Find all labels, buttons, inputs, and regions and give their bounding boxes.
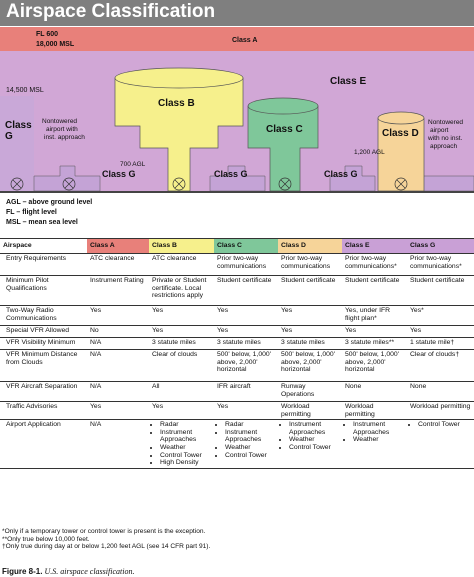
table-cell: Yes xyxy=(149,402,214,420)
page-title: Airspace Classification xyxy=(6,1,216,22)
table-cell: 500' below, 1,000' above, 2,000' horizontal xyxy=(278,350,342,382)
header-class-d: Class D xyxy=(278,239,342,254)
nontowered-right-label: Nontowered airport with no inst. approach xyxy=(428,119,464,150)
class-d-shape xyxy=(378,112,424,191)
table-cell xyxy=(214,420,278,469)
row-label: Entry Requirements xyxy=(0,254,87,276)
table-cell: 3 statute miles xyxy=(214,338,278,350)
table-cell: Clear of clouds xyxy=(149,350,214,382)
cell-list-item: • Instrument Approaches xyxy=(225,429,275,444)
row-label: Traffic Advisories xyxy=(0,402,87,420)
table-cell xyxy=(342,420,407,469)
table-cell xyxy=(278,420,342,469)
table-cell: N/A xyxy=(87,338,149,350)
row-label: Special VFR Allowed xyxy=(0,326,87,338)
msl18000-label: 18,000 MSL xyxy=(36,41,75,48)
table-cell: Workload permitting xyxy=(342,402,407,420)
header-class-b: Class B xyxy=(149,239,214,254)
row-label: Airport Application xyxy=(0,420,87,469)
cell-list-item: • Weather xyxy=(353,436,404,444)
class-c-label: Class C xyxy=(266,124,303,135)
agl700-label: 700 AGL xyxy=(120,161,146,168)
table-cell: 500' below, 1,000' above, 2,000' horizontal xyxy=(214,350,278,382)
table-row xyxy=(0,420,474,469)
header-class-e: Class E xyxy=(342,239,407,254)
table-cell: 3 statute miles xyxy=(278,338,342,350)
cell-list xyxy=(152,421,211,467)
table-cell: Yes xyxy=(214,326,278,338)
table-cell: Yes* xyxy=(407,306,474,326)
airspace-table xyxy=(0,238,474,469)
footnote: †Only true during day at or below 1,200 feet AGL (see 14 CFR part 91). xyxy=(2,543,211,551)
table-cell: Prior two-way communications xyxy=(214,254,278,276)
row-label: VFR Aircraft Separation xyxy=(0,382,87,402)
table-cell: Workload permitting xyxy=(407,402,474,420)
table-cell: Student certificate xyxy=(407,276,474,306)
cell-list-item: • Radar xyxy=(225,421,275,429)
nontowered-left-label: Nontowered airport with inst. approach xyxy=(42,118,85,141)
table-cell: 1 statute mile† xyxy=(407,338,474,350)
title-bar xyxy=(0,0,474,26)
cell-list-item: • Instrument Approaches xyxy=(289,421,339,436)
table-cell: No xyxy=(87,326,149,338)
class-g-strip-3-label: Class G xyxy=(324,169,358,179)
cell-list-item: • Weather xyxy=(160,444,211,452)
table-cell: Yes xyxy=(214,402,278,420)
table-cell: 3 statute miles** xyxy=(342,338,407,350)
class-g-left-label-2: G xyxy=(5,131,13,142)
row-label: VFR Minimum Distance from Clouds xyxy=(0,350,87,382)
table-cell: Private or Student certificate. Local restrictions apply xyxy=(149,276,214,306)
table-cell: N/A xyxy=(87,382,149,402)
table-cell: Runway Operations xyxy=(278,382,342,402)
class-c-top xyxy=(248,98,318,114)
class-d-label: Class D xyxy=(382,128,419,139)
table-cell: All xyxy=(149,382,214,402)
table-cell: Workload permitting xyxy=(278,402,342,420)
table-cell: Yes xyxy=(407,326,474,338)
table-row xyxy=(0,306,474,326)
table-cell: N/A xyxy=(87,350,149,382)
class-d-top xyxy=(378,112,424,124)
footnotes xyxy=(2,528,210,551)
table-cell xyxy=(149,420,214,469)
table-cell: Yes xyxy=(87,402,149,420)
table-cell: ATC clearance xyxy=(149,254,214,276)
class-b-label: Class B xyxy=(158,98,195,109)
cell-list-item: • Control Tower xyxy=(225,452,275,460)
table-cell: Yes xyxy=(87,306,149,326)
row-label: Minimum Pilot Qualifications xyxy=(0,276,87,306)
figure-caption xyxy=(2,567,134,576)
cell-list-item: • Control Tower xyxy=(418,421,471,429)
table-row xyxy=(0,350,474,382)
cell-list xyxy=(345,421,404,444)
table-cell: Yes xyxy=(278,306,342,326)
table-cell: Yes xyxy=(149,306,214,326)
row-label: VFR Visibility Minimum xyxy=(0,338,87,350)
table-cell: Yes xyxy=(278,326,342,338)
cell-list-item: • Radar xyxy=(160,421,211,429)
footnote: **Only true below 10,000 feet. xyxy=(2,535,90,543)
table-cell: Instrument Rating xyxy=(87,276,149,306)
table-cell: N/A xyxy=(87,420,149,469)
table-cell: Student certificate xyxy=(278,276,342,306)
cell-list-item: • Instrument Approaches xyxy=(160,429,211,444)
agl1200-label: 1,200 AGL xyxy=(354,149,385,156)
row-label: Two-Way Radio Communications xyxy=(0,306,87,326)
table-cell: Clear of clouds† xyxy=(407,350,474,382)
table-cell: None xyxy=(342,382,407,402)
figure-caption-text: U.S. airspace classification. xyxy=(44,567,135,576)
cell-list xyxy=(217,421,275,459)
footnote: *Only if a temporary tower or control tower is present is the exception. xyxy=(2,528,206,535)
table-cell: Yes xyxy=(149,326,214,338)
msl14500-label: 14,500 MSL xyxy=(6,87,44,94)
table-cell: Prior two-way communications xyxy=(278,254,342,276)
table-cell: None xyxy=(407,382,474,402)
cell-list-item: • High Density xyxy=(160,459,211,467)
header-class-g: Class G xyxy=(407,239,474,254)
table-cell: ATC clearance xyxy=(87,254,149,276)
table-cell: Yes xyxy=(214,306,278,326)
table-cell: Student certificate xyxy=(342,276,407,306)
table-header-row xyxy=(0,239,474,254)
table-cell: Yes, under IFR flight plan* xyxy=(342,306,407,326)
cell-list-item: • Instrument Approaches xyxy=(353,421,404,436)
table-row xyxy=(0,254,474,276)
fl600-label: FL 600 xyxy=(36,31,59,38)
class-g-strip-2-label: Class G xyxy=(214,169,248,179)
class-g-strip-4 xyxy=(418,176,474,191)
figure-number: Figure 8-1. xyxy=(2,567,43,576)
cell-list xyxy=(281,421,339,451)
table-cell: 500' below, 1,000' above, 2,000' horizontal xyxy=(342,350,407,382)
table-cell: Student certificate xyxy=(214,276,278,306)
header-airspace: Airspace xyxy=(0,239,87,254)
ground xyxy=(0,191,474,193)
class-g-strip-1-label: Class G xyxy=(102,169,136,179)
cell-list xyxy=(410,421,471,429)
cell-list-item: • Weather xyxy=(289,436,339,444)
table-row xyxy=(0,402,474,420)
table-row xyxy=(0,338,474,350)
header-class-c: Class C xyxy=(214,239,278,254)
class-b-top xyxy=(115,68,243,88)
table-row xyxy=(0,382,474,402)
cell-list-item: • Weather xyxy=(225,444,275,452)
class-g-left-region xyxy=(0,96,34,191)
cell-list-item: • Control Tower xyxy=(289,444,339,452)
class-e-label: Class E xyxy=(330,76,367,87)
class-g-left-label-1: Class xyxy=(5,120,32,131)
cell-list-item: • Control Tower xyxy=(160,452,211,460)
header-class-a: Class A xyxy=(87,239,149,254)
table-cell: Yes xyxy=(342,326,407,338)
class-a-label: Class A xyxy=(232,37,258,44)
table-row xyxy=(0,276,474,306)
table-cell: 3 statute miles xyxy=(149,338,214,350)
legend: AGL – above ground level FL – flight level MSL – mean sea level xyxy=(6,199,93,226)
table-cell: IFR aircraft xyxy=(214,382,278,402)
table-row xyxy=(0,326,474,338)
table-cell: Prior two-way communications* xyxy=(342,254,407,276)
airspace-diagram xyxy=(0,26,474,236)
table-cell: Prior two-way communications* xyxy=(407,254,474,276)
table-cell xyxy=(407,420,474,469)
